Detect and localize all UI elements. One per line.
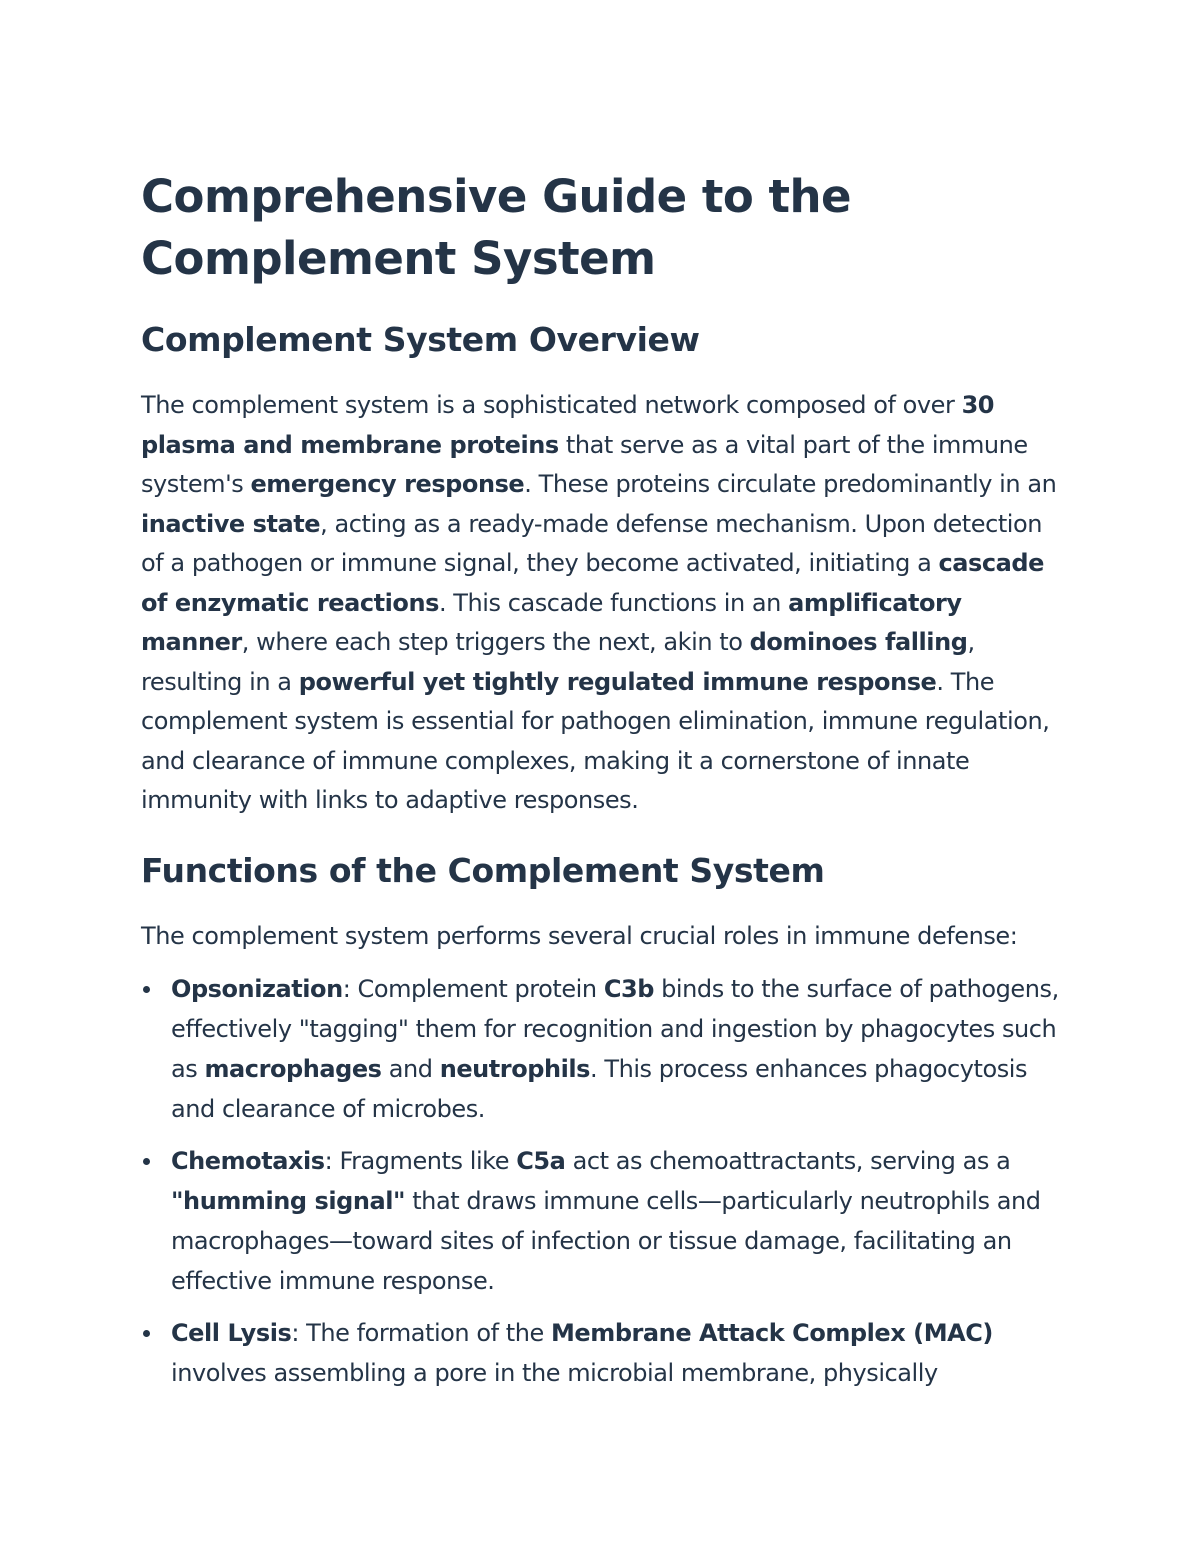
- bullet-icon: [143, 986, 150, 993]
- bullet-icon: [143, 1330, 150, 1337]
- list-item-cell-lysis: Cell Lysis: The formation of the Membrane Attack Complex (MAC) involves assembling a pore in the microbial membrane, physically: [141, 1313, 1061, 1393]
- bullet-icon: [143, 1158, 150, 1165]
- functions-intro: The complement system performs several crucial roles in immune defense:: [141, 921, 1018, 950]
- section-heading-overview: Complement System Overview: [141, 320, 700, 359]
- overview-paragraph: The complement system is a sophisticated network composed of over 30 plasma and membrane proteins that serve as a vital part of the immune system's emergency response. These proteins circulate predominantly in an inactive state, acting as a ready-made defense mechanism. Upon detection of a pathogen or immune signal, they become activated, initiating a cascade of enzymatic reactions. This cascade functions in an amplificatory manner, where each step triggers the next, akin to dominoes falling, resulting in a powerful yet tightly regulated immune response. The complement system is essential for pathogen elimination, immune regulation, and clearance of immune complexes, making it a cornerstone of innate immunity with links to adaptive responses.: [141, 391, 1057, 814]
- document-page: [141, 166, 1061, 1405]
- document-title: Comprehensive Guide to the Complement System: [141, 170, 852, 285]
- list-item-chemotaxis: Chemotaxis: Fragments like C5a act as chemoattractants, serving as a "humming signal" that draws immune cells—particularly neutrophils and macrophages—toward sites of infection or tissue damage, facilitating an effective immune response.: [141, 1141, 1061, 1301]
- section-heading-functions: Functions of the Complement System: [141, 850, 825, 890]
- functions-list: [141, 969, 1061, 1393]
- list-item-opsonization: Opsonization: Complement protein C3b binds to the surface of pathogens, effectively "tagging" them for recognition and ingestion by phagocytes such as macrophages and neutrophils. This process enhances phagocytosis and clearance of microbes.: [141, 969, 1061, 1129]
